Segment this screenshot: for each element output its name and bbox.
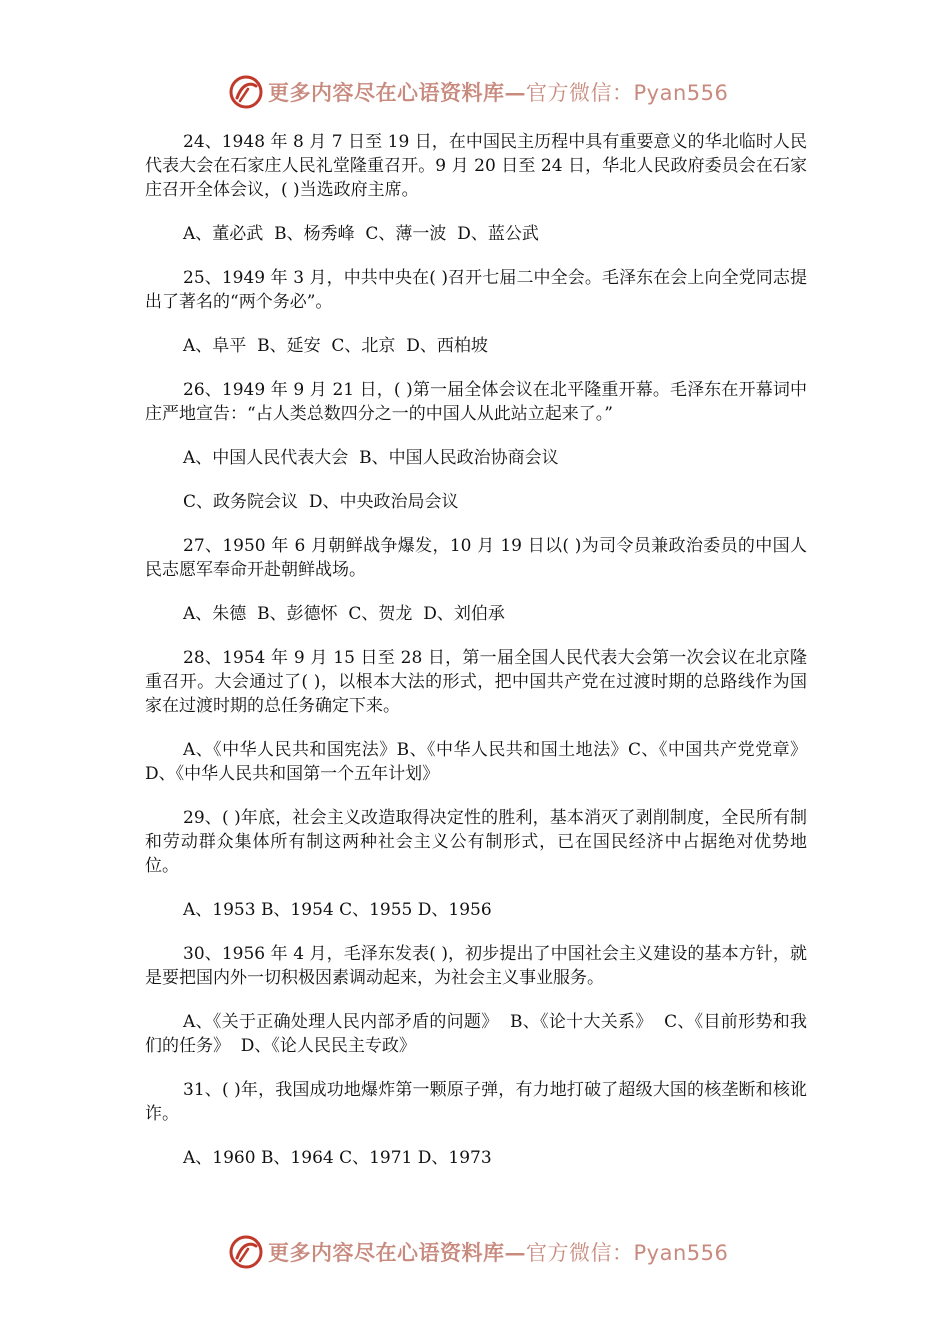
question-options: C、政务院会议 D、中央政治局会议: [183, 492, 459, 512]
site-logo-icon: [228, 74, 264, 110]
footer-site-text: 更多内容尽在心语资料库: [268, 1240, 505, 1265]
question-stem: 30、1956 年 4 月，毛泽东发表( )，初步提出了中国社会主义建设的基本方针，就是要把国内外一切积极因素调动起来，为社会主义事业服务。: [145, 944, 807, 988]
footer-text: [268, 1237, 728, 1267]
question-list: [145, 130, 818, 1190]
question-stem: 24、1948 年 8 月 7 日至 19 日，在中国民主历程中具有重要意义的华北临时人民代表大会在石家庄人民礼堂隆重召开。9 月 20 日至 24 日，华北人民政府委员会在石家庄召开全体会议，( )当选政府主席。: [145, 132, 807, 200]
question-options: A、阜平 B、延安 C、北京 D、西柏坡: [183, 336, 488, 356]
header-wechat-text: 官方微信：Pyan556: [526, 81, 729, 105]
question-options: A、《中华人民共和国宪法》B、《中华人民共和国土地法》C、《中国共产党党章》 D、《中华人民共和国第一个五年计划》: [145, 740, 818, 784]
question-stem: 28、1954 年 9 月 15 日至 28 日，第一届全国人民代表大会第一次会议在北京隆重召开。大会通过了( )，以根本大法的形式，把中国共产党在过渡时期的总路线作为国家在过渡时期的总任务确定下来。: [145, 648, 807, 716]
question-options: A、董必武 B、杨秀峰 C、薄一波 D、蓝公武: [183, 224, 539, 244]
header-text: [268, 77, 728, 107]
question-stem: 25、1949 年 3 月，中共中央在( )召开七届二中全会。毛泽东在会上向全党同志提出了著名的“两个务必”。: [145, 268, 807, 312]
question-stem: 29、( )年底，社会主义改造取得决定性的胜利，基本消灭了剥削制度，全民所有制和劳动群众集体所有制这两种社会主义公有制形式，已在国民经济中占据绝对优势地位。: [145, 808, 807, 876]
footer-banner: [228, 1232, 748, 1272]
question-stem: 26、1949 年 9 月 21 日，( )第一届全体会议在北平隆重开幕。毛泽东在开幕词中庄严地宣告：“占人类总数四分之一的中国人从此站立起来了。”: [145, 380, 807, 424]
question-options: A、中国人民代表大会 B、中国人民政治协商会议: [183, 448, 559, 468]
question-options: A、1953 B、1954 C、1955 D、1956: [183, 900, 492, 920]
footer-wechat-text: 官方微信：Pyan556: [526, 1241, 729, 1265]
site-logo-icon: [228, 1234, 264, 1270]
question-stem: 27、1950 年 6 月朝鲜战争爆发，10 月 19 日以( )为司令员兼政治委员的中国人民志愿军奉命开赴朝鲜战场。: [145, 536, 807, 580]
header-dash: —: [504, 80, 526, 105]
question-stem: 31、( )年，我国成功地爆炸第一颗原子弹，有力地打破了超级大国的核垄断和核讹诈。: [145, 1080, 807, 1124]
question-options: A、《关于正确处理人民内部矛盾的问题》 B、《论十大关系》 C、《目前形势和我们的任务》 D、《论人民民主专政》: [145, 1012, 807, 1056]
footer-dash: —: [504, 1240, 526, 1265]
header-site-text: 更多内容尽在心语资料库: [268, 80, 505, 105]
question-options: A、朱德 B、彭德怀 C、贺龙 D、刘伯承: [183, 604, 505, 624]
header-banner: [228, 72, 748, 112]
question-options: A、1960 B、1964 C、1971 D、1973: [183, 1148, 492, 1168]
